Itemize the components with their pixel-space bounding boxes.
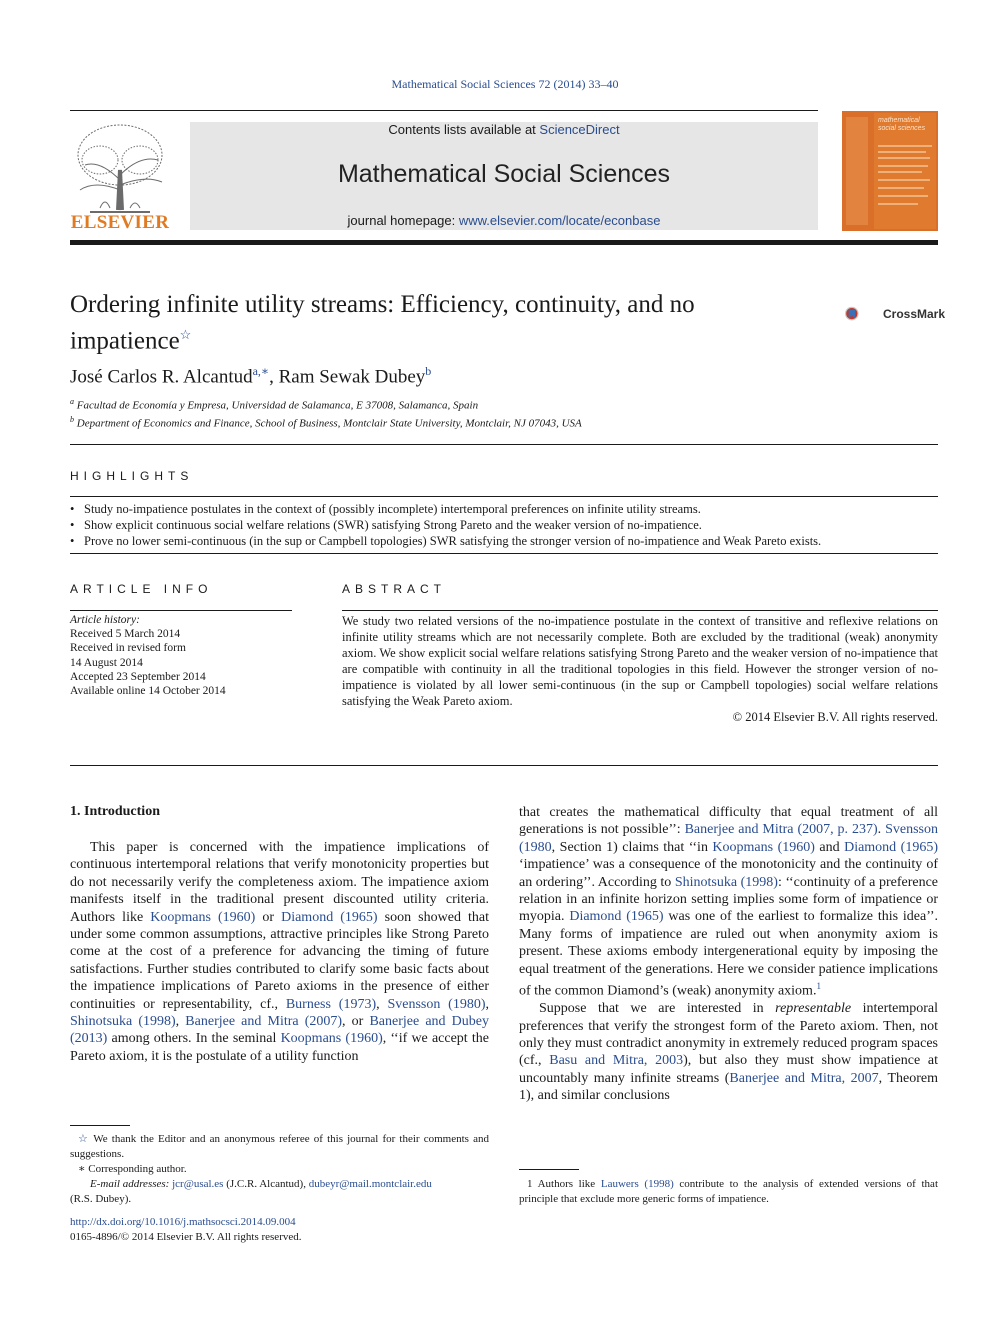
- body-text: among others. In the seminal: [107, 1031, 281, 1047]
- citation-link[interactable]: Banerjee and Mitra, 2007: [729, 1070, 879, 1086]
- journal-reference[interactable]: Mathematical Social Sciences 72 (2014) 33–40: [391, 77, 619, 91]
- body-text: and: [814, 839, 845, 855]
- journal-homepage-link[interactable]: www.elsevier.com/locate/econbase: [458, 213, 661, 228]
- article-title: [70, 290, 810, 356]
- abstract-copyright: © 2014 Elsevier B.V. All rights reserved.: [732, 710, 938, 724]
- footnote-1-mark: 1: [527, 1178, 533, 1190]
- body-text: : ‘‘continuity of a preference relation in an infinite horizon setting implies some form of impatience or myopia.: [519, 874, 938, 925]
- highlight-text: Show explicit continuous social welfare relations (SWR) satisfying Strong Pareto and the weaker version of no-impatience.: [84, 518, 702, 532]
- body-text: , Section 1) claims that ‘‘in: [551, 839, 713, 855]
- issn-line: 0165-4896/© 2014 Elsevier B.V. All rights reserved.: [70, 1231, 302, 1243]
- affiliation-a-mark: a: [70, 397, 74, 406]
- abstract-heading: ABSTRACT: [342, 582, 447, 596]
- article-info-heading: ARTICLE INFO: [70, 582, 213, 596]
- author-2-affil-mark[interactable]: b: [425, 364, 432, 378]
- author-2: Ram Sewak Dubey: [278, 366, 426, 388]
- body-text: that creates the mathematical difficulty that equal treatment of all generations is not possible’’:: [519, 805, 938, 838]
- sciencedirect-link[interactable]: ScienceDirect: [539, 122, 620, 137]
- emphasis-text: representable: [775, 1001, 852, 1017]
- footnote-corr-text: Corresponding author.: [88, 1163, 187, 1175]
- body-text: .: [877, 822, 886, 838]
- email-label: E-mail addresses:: [90, 1178, 173, 1190]
- citation-link[interactable]: Diamond (1965): [844, 839, 938, 855]
- citation-link[interactable]: Shinotsuka (1998): [674, 874, 778, 890]
- author-separator: ,: [269, 366, 279, 388]
- intro-paragraph-1: [70, 839, 489, 1065]
- intro-paragraph-3: [519, 1000, 938, 1104]
- highlight-text: Prove no lower semi-continuous (in the sup or Campbell topologies) SWR satisfying the stronger version of no-impatience and Weak Pareto exists.: [84, 534, 822, 548]
- body-text: ,: [376, 996, 388, 1012]
- footnote-email-owner-2: (R.S. Dubey).: [70, 1193, 132, 1205]
- citation-link[interactable]: Koopmans (1960): [280, 1031, 383, 1047]
- history-line: Received 5 March 2014: [70, 628, 181, 640]
- highlight-bullet: •: [70, 502, 75, 516]
- citation-link[interactable]: Basu and Mitra, 2003: [549, 1053, 684, 1069]
- title-block-rule: [70, 444, 938, 445]
- history-line: 14 August 2014: [70, 657, 143, 669]
- title-line-2: impatience☆: [70, 327, 192, 355]
- footnote-1-pre: Authors like: [532, 1178, 601, 1190]
- footnote-corresponding: [70, 1162, 489, 1177]
- highlight-bullet: •: [70, 518, 75, 532]
- highlight-bullet: •: [70, 534, 75, 548]
- history-line: Available online 14 October 2014: [70, 685, 226, 697]
- footnote-corr-mark: ∗: [78, 1163, 86, 1175]
- email-link-dubey[interactable]: dubeyr@mail.montclair.edu: [308, 1178, 432, 1190]
- highlight-item: [70, 518, 702, 533]
- citation-link[interactable]: Banerjee and Mitra (2007, p. 237): [684, 822, 878, 838]
- abstract-rule: [342, 610, 938, 611]
- journal-title: Mathematical Social Sciences: [337, 160, 671, 188]
- body-text: , Theorem 1), and similar conclusions: [519, 1070, 939, 1104]
- footnote-rule-right: [519, 1169, 579, 1170]
- intro-column-left: [70, 839, 489, 1065]
- citation-link[interactable]: Shinotsuka (1998): [70, 1014, 176, 1030]
- email-owner-1: (J.C.R. Alcantud),: [223, 1178, 309, 1190]
- body-text: This paper is concerned with the impatience implications of continuous intertemporal relations that verify monotonicity properties but do not necessarily verify the completeness axiom. The impatience axiom manifests itself in the traditional present discounted utility criteria. Authors like: [70, 840, 489, 925]
- article-history-label: Article history:: [70, 614, 140, 626]
- body-text: , ‘‘if we accept the Pareto axiom, it is the postulate of a utility function: [70, 1031, 489, 1064]
- front-matter-bottom-rule: [70, 765, 938, 766]
- abstract-text: We study two related versions of the no-impatience postulate in the context of transitive and reflexive relations on infinite utility streams which are not necessarily complete. Both are excluded by the traditional (weak) anonymity axiom. We show explicit social welfare relations satisfying Strong Pareto and the weaker version of no-impatience that are compatible with continuity in all the traditional topologies in this field. However the stronger version of no-impatience is violated by all lower semi-continuous (in the sup or Campbell topologies) social welfare relations satisfying the Weak Pareto axiom.: [342, 614, 938, 708]
- intro-paragraph-2: [519, 804, 938, 1000]
- footnote-1: [519, 1177, 938, 1207]
- highlights-top-rule: [70, 496, 938, 497]
- citation-link[interactable]: Koopmans (1960): [712, 839, 815, 855]
- section-heading-introduction: 1. Introduction: [70, 804, 160, 819]
- footnote-star-mark[interactable]: ☆: [78, 1133, 90, 1145]
- highlight-text: Study no-impatience postulates in the context of (possibly incomplete) intertemporal preferences on infinite utility streams.: [84, 502, 701, 516]
- contents-prefix: Contents lists available at: [388, 122, 540, 137]
- journal-cover-thumbnail[interactable]: [842, 111, 938, 231]
- crossmark-icon[interactable]: [845, 294, 885, 334]
- doi-block: [70, 1215, 302, 1245]
- citation-link[interactable]: Koopmans (1960): [150, 909, 256, 925]
- cover-title: mathematical social sciences: [878, 117, 926, 132]
- affiliation-a-text: Facultad de Economía y Empresa, Universidad de Salamanca, E 37008, Salamanca, Spain: [76, 399, 479, 412]
- title-footnote-mark[interactable]: ☆: [179, 327, 192, 342]
- doi-link[interactable]: http://dx.doi.org/10.1016/j.mathsocsci.2014.09.004: [70, 1216, 296, 1228]
- highlights-heading: HIGHLIGHTS: [70, 469, 194, 483]
- footnote-ref[interactable]: 1: [816, 981, 821, 992]
- body-text: or: [255, 909, 282, 925]
- header-top-rule: [70, 110, 818, 111]
- highlight-item: [70, 502, 701, 517]
- history-line: Received in revised form: [70, 642, 186, 654]
- footnote-emails: [70, 1177, 489, 1192]
- body-text: was one of the earliest to formalize this idea’’. Many forms of impatience are ruled out when anonymity axiom is present. These axioms embody intergenerational equity by imposing the equal treatment of the generations. Here we consider patience implications of the common Diamond’s (weak) anonymity axiom.: [519, 909, 938, 999]
- footnotes-left: [70, 1132, 489, 1207]
- body-text: ), but also they must show impatience at uncountably many infinite streams (: [519, 1053, 938, 1086]
- highlights-bottom-rule: [70, 553, 938, 554]
- body-text: intertemporal preferences that verify the strongest form of the Pareto axiom. Then, not only they must contradict anonymity in extremely reduced program spaces (cf.,: [519, 1001, 939, 1069]
- body-text: Suppose that we are interested in: [539, 1001, 776, 1017]
- author-1: José Carlos R. Alcantud: [70, 366, 253, 388]
- article-info-rule: [70, 610, 292, 611]
- citation-link[interactable]: Svensson (1980: [519, 822, 938, 855]
- affiliation-b: [70, 415, 582, 430]
- citation-link[interactable]: Banerjee and Mitra (2007): [185, 1014, 343, 1030]
- affiliation-b-text: Department of Economics and Finance, School of Business, Montclair State University, Montclair, NJ 07043, USA: [76, 417, 582, 430]
- citation-link[interactable]: Diamond (1965): [281, 909, 378, 925]
- footnote-1-citation-link[interactable]: Lauwers (1998): [600, 1178, 674, 1190]
- crossmark-label[interactable]: CrossMark: [883, 307, 946, 321]
- footnote-1-post: contribute to the analysis of extended versions of that principle that exclude more generic forms of impatience.: [519, 1178, 938, 1205]
- title-line-1: Ordering infinite utility streams: Efficiency, continuity, and no: [70, 291, 695, 318]
- body-text: ,: [485, 996, 489, 1012]
- contents-line: [190, 122, 818, 137]
- author-list: [70, 364, 431, 388]
- author-1-affil-mark[interactable]: a,∗: [252, 364, 270, 378]
- elsevier-logo-text: ELSEVIER: [70, 212, 170, 233]
- footnote-acknowledgement: [70, 1132, 489, 1162]
- affiliation-a: [70, 397, 478, 412]
- intro-column-right: [519, 804, 938, 1105]
- header-bottom-rule: [70, 240, 938, 245]
- highlight-item: [70, 534, 821, 549]
- affiliation-b-mark: b: [70, 415, 74, 424]
- citation-link[interactable]: Diamond (1965): [569, 909, 664, 925]
- email-link-alcantud[interactable]: jcr@usal.es: [172, 1178, 224, 1190]
- body-text: , or: [342, 1014, 370, 1030]
- history-line: Accepted 23 September 2014: [70, 671, 206, 683]
- abstract-body: [342, 613, 938, 725]
- homepage-prefix: journal homepage:: [347, 213, 459, 228]
- body-text: ‘impatience’ was a consequence of the monotonicity and the continuity of an ordering’’. According to: [519, 857, 938, 890]
- footnote-star-text: We thank the Editor and an anonymous referee of this journal for their comments and suggestions.: [70, 1133, 489, 1160]
- citation-link[interactable]: Burness (1973): [285, 996, 377, 1012]
- body-text: soon showed that under some common assumptions, attractive principles like Strong Pareto come at the cost of a preference for advancing the timing of future satisfactions. Further studies contributed to clarify some basic facts about the impatience implications of Pareto axioms in the presence of either continuities or representability, cf.,: [70, 909, 489, 1012]
- citation-link[interactable]: Svensson (1980): [387, 996, 486, 1012]
- journal-homepage-line: [190, 213, 818, 228]
- body-text: ,: [175, 1014, 186, 1030]
- footnote-rule-left: [70, 1125, 130, 1126]
- citation-link[interactable]: Banerjee and Dubey (2013): [70, 1014, 489, 1047]
